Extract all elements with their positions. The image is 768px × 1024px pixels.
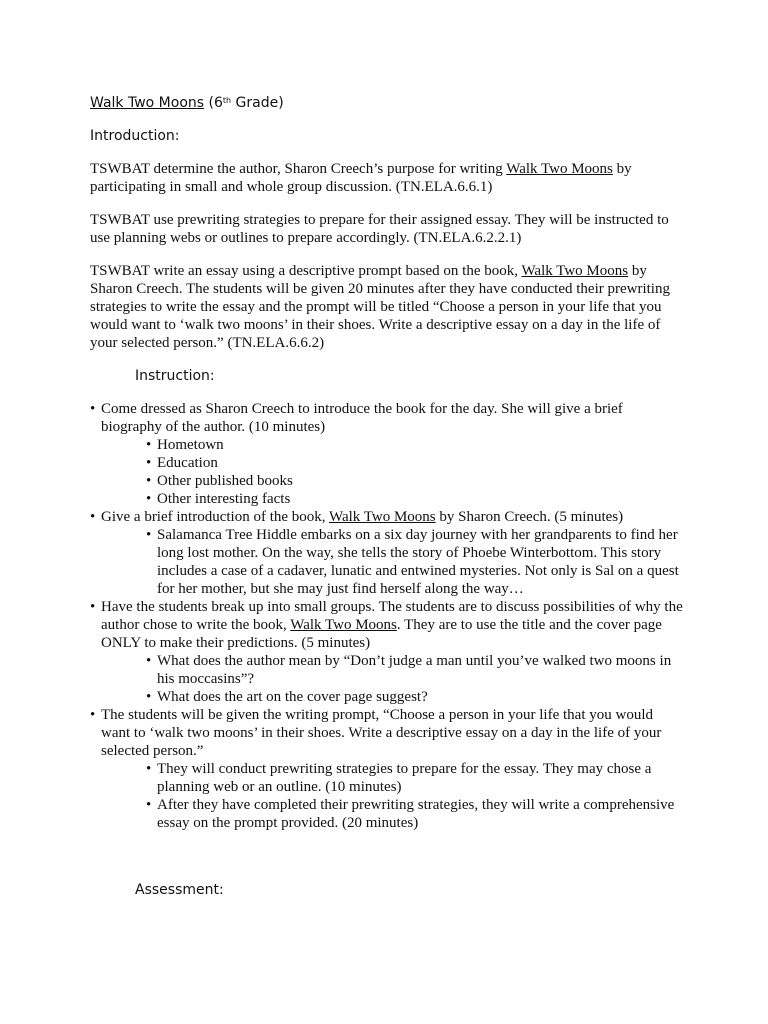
objective-1-book-title: Walk Two Moons [506, 161, 613, 177]
instruction-item-4-text: The students will be given the writing prompt, “Choose a person in your life that you would want to ‘walk two moons’ in their shoes. Write a descriptive essay on a day in the life of your selected person.” [101, 707, 662, 759]
instruction-list [90, 400, 684, 832]
objective-1 [90, 160, 684, 196]
instruction-item-1-sublist [101, 436, 684, 508]
objective-3-text-end: by Sharon Creech. The students will be given 20 minutes after they have conducted their prewriting strategies to write the essay and the prompt will be titled “Choose a person in your life that you would want to ‘walk two moons’ in their shoes. Write a descriptive essay on a day in the life of your selected person.” (TN.ELA.6.6.2) [90, 263, 670, 351]
instruction-item-4-sublist [101, 760, 684, 832]
objective-1-text-start: TSWBAT determine the author, Sharon Creech’s purpose for writing [90, 161, 507, 177]
sub-item-interesting-facts: • Other interesting facts [146, 490, 684, 508]
sub-item-prewriting: • They will conduct prewriting strategies to prepare for the essay. They may chose a planning web or an outline. (10 minutes) [146, 760, 684, 796]
sub-item-cover-art: • What does the art on the cover page suggest? [146, 688, 684, 706]
objective-3-text-start: TSWBAT write an essay using a descriptive prompt based on the book, [90, 263, 522, 279]
instruction-item-3-text-end: . They are to use the title and the cover page ONLY to make their predictions. (5 minutes) [101, 617, 662, 651]
sub-item-published-books: • Other published books [146, 472, 684, 490]
instruction-item-2-text-end: by Sharon Creech. (5 minutes) [435, 509, 624, 525]
objective-2: TSWBAT use prewriting strategies to prepare for their assigned essay. They will be instructed to use planning webs or outlines to prepare accordingly. (TN.ELA.6.2.2.1) [90, 212, 669, 246]
instruction-item-2-sublist [101, 526, 684, 598]
title-grade-superscript: th [222, 96, 232, 105]
instruction-item-3 [90, 598, 684, 706]
title-grade-start: (6 [204, 95, 223, 111]
objective-3-book-title: Walk Two Moons [521, 263, 629, 279]
sub-item-essay: • After they have completed their prewriting strategies, they will write a comprehensive essay on the prompt provided. (20 minutes) [146, 796, 684, 832]
title-book-name: Walk Two Moons [90, 95, 205, 111]
objective-3 [90, 262, 684, 352]
sub-item-summary: • Salamanca Tree Hiddle embarks on a six day journey with her grandparents to find her long lost mother. On the way, she tells the story of Phoebe Winterbottom. This story includes a case of a cadaver, lunatic and entwined mysteries. Not only is Sal on a quest for her mother, but she may just find herself along the way… [146, 526, 684, 598]
sub-item-author-meaning: • What does the author mean by “Don’t judge a man until you’ve walked two moons in his moccasins”? [146, 652, 684, 688]
instruction-item-1 [90, 400, 684, 508]
sub-item-education: • Education [146, 454, 684, 472]
introduction-heading: Introduction: [90, 128, 180, 144]
instruction-item-4 [90, 706, 684, 832]
title-grade-end: Grade) [231, 95, 284, 111]
instruction-item-3-sublist [101, 652, 684, 706]
objective-1-text-end: by participating in small and whole group discussion. (TN.ELA.6.6.1) [90, 161, 632, 195]
instruction-item-2 [90, 508, 684, 598]
instruction-item-3-book-title: Walk Two Moons [290, 617, 397, 633]
sub-item-hometown: • Hometown [146, 436, 684, 454]
instruction-item-2-text-start: Give a brief introduction of the book, [101, 509, 330, 525]
assessment-heading: Assessment: [135, 882, 224, 898]
document-title [90, 92, 684, 112]
instruction-item-1-text: Come dressed as Sharon Creech to introduce the book for the day. She will give a brief biography of the author. (10 minutes) [101, 401, 623, 435]
instruction-heading: Instruction: [135, 368, 215, 384]
instruction-item-2-book-title: Walk Two Moons [329, 509, 436, 525]
instruction-item-3-text-start: Have the students break up into small groups. The students are to discuss possibilities of why the author chose to write the book, [101, 599, 683, 633]
document-page [90, 92, 684, 832]
